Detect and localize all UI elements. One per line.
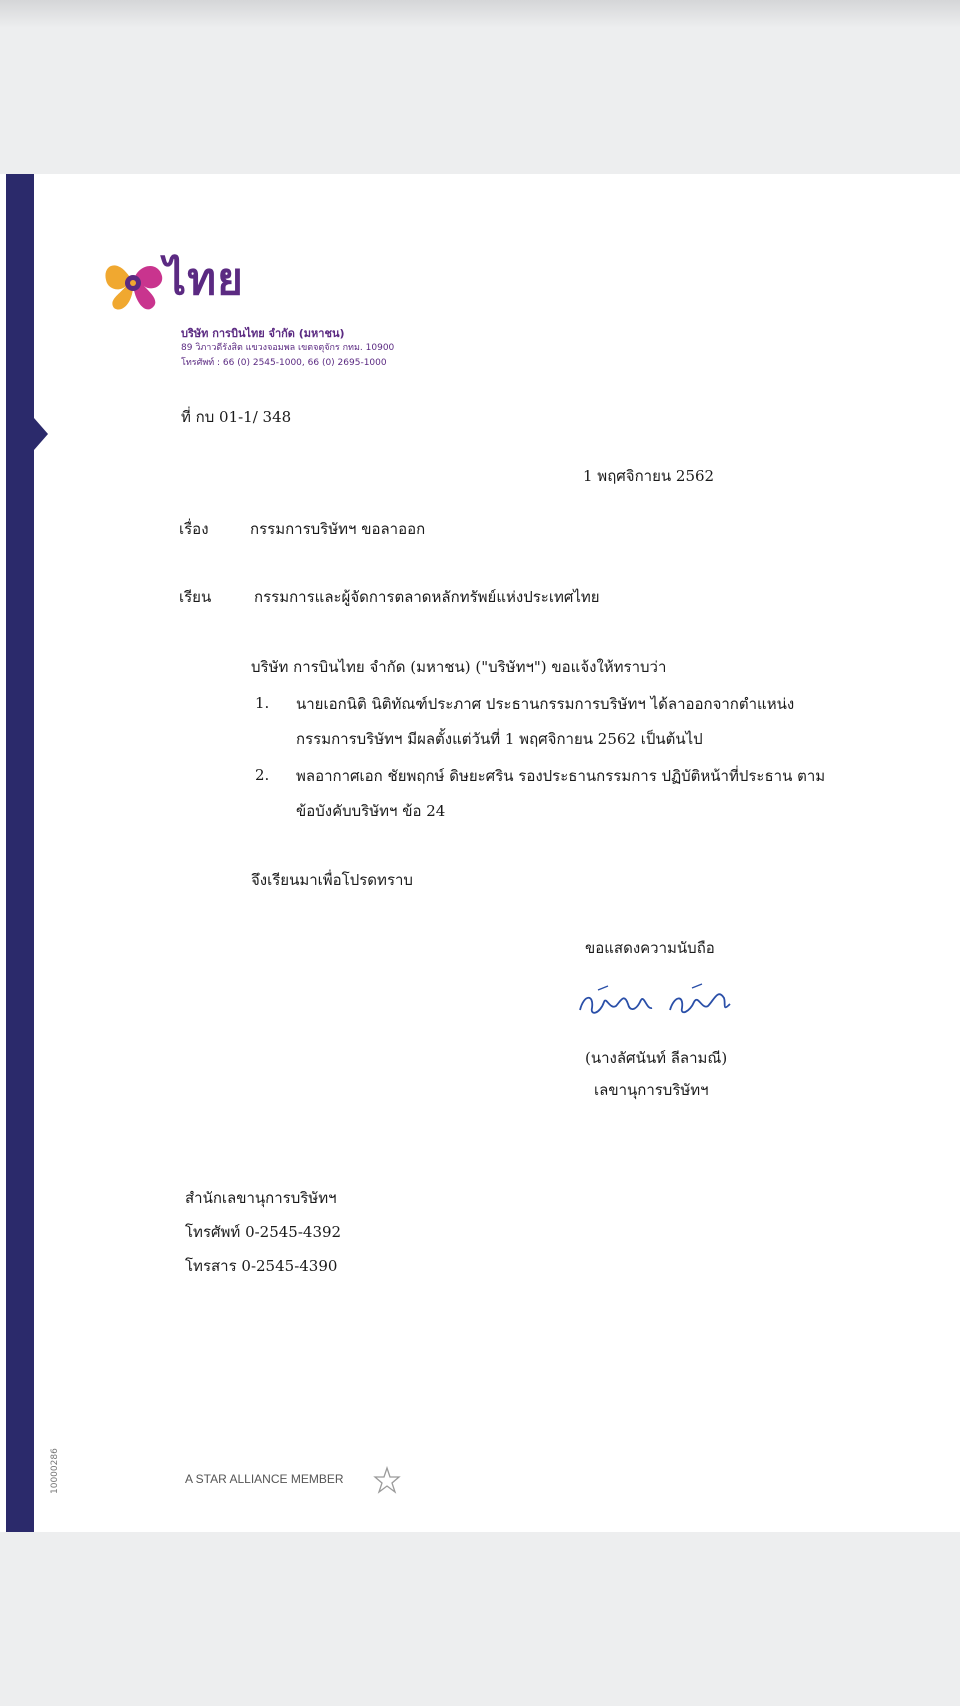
handwritten-signature bbox=[574, 980, 734, 1028]
signer-name: (นางลัศนันท์ ลีลามณี) bbox=[585, 1049, 728, 1067]
company-address: 89 วิภาวดีรังสิต แขวงจอมพล เขตจตุจักร กทม. 10900 bbox=[181, 343, 395, 353]
office-fax: โทรสาร 0-2545-4390 bbox=[185, 1257, 338, 1275]
regards-line: ขอแสดงความนับถือ bbox=[585, 939, 715, 957]
reference-number: ที่ กบ 01-1/ 348 bbox=[181, 408, 292, 426]
company-phone: โทรศัพท์ : 66 (0) 2545-1000, 66 (0) 2695-1000 bbox=[181, 358, 387, 368]
item-number: 2. bbox=[255, 766, 270, 784]
closing-line: จึงเรียนมาเพื่อโปรดทราบ bbox=[251, 871, 413, 889]
star-alliance-text: A STAR ALLIANCE MEMBER bbox=[185, 1472, 344, 1486]
letterhead bbox=[181, 326, 394, 371]
item-text-line: กรรมการบริษัทฯ มีผลตั้งแต่วันที่ 1 พฤศจิกายน 2562 เป็นต้นไป bbox=[296, 730, 703, 748]
recipient-label: เรียน bbox=[179, 588, 212, 606]
letter-date: 1 พฤศจิกายน 2562 bbox=[583, 467, 715, 485]
signer-title: เลขานุการบริษัทฯ bbox=[594, 1081, 709, 1099]
subject-text: กรรมการบริษัทฯ ขอลาออก bbox=[250, 520, 426, 538]
office-phone: โทรศัพท์ 0-2545-4392 bbox=[185, 1223, 342, 1241]
top-shadow bbox=[0, 0, 960, 28]
item-text-line: พลอากาศเอก ชัยพฤกษ์ ดิษยะศริน รองประธานกรรมการ ปฏิบัติหน้าที่ประธาน ตาม bbox=[296, 767, 826, 785]
item-text-line: ข้อบังคับบริษัทฯ ข้อ 24 bbox=[296, 802, 446, 820]
document-number: 10000286 bbox=[50, 1448, 60, 1494]
intro-paragraph: บริษัท การบินไทย จำกัด (มหาชน) ("บริษัทฯ") ขอแจ้งให้ทราบว่า bbox=[251, 658, 667, 676]
recipient-text: กรรมการและผู้จัดการตลาดหลักทรัพย์แห่งประเทศไทย bbox=[254, 588, 600, 606]
item-text-line: นายเอกนิติ นิติทัณฑ์ประภาศ ประธานกรรมการบริษัทฯ ได้ลาออกจากตำแหน่ง bbox=[296, 695, 795, 713]
letter-page bbox=[0, 174, 960, 1532]
logo-text: ไทย bbox=[164, 254, 244, 305]
star-alliance-icon bbox=[372, 1466, 402, 1498]
subject-label: เรื่อง bbox=[179, 520, 209, 538]
thai-airways-logo-icon bbox=[100, 254, 166, 316]
office-name: สำนักเลขานุการบริษัทฯ bbox=[185, 1189, 337, 1207]
company-name: บริษัท การบินไทย จำกัด (มหาชน) bbox=[181, 327, 345, 340]
item-number: 1. bbox=[255, 694, 270, 712]
side-band bbox=[0, 174, 36, 1532]
